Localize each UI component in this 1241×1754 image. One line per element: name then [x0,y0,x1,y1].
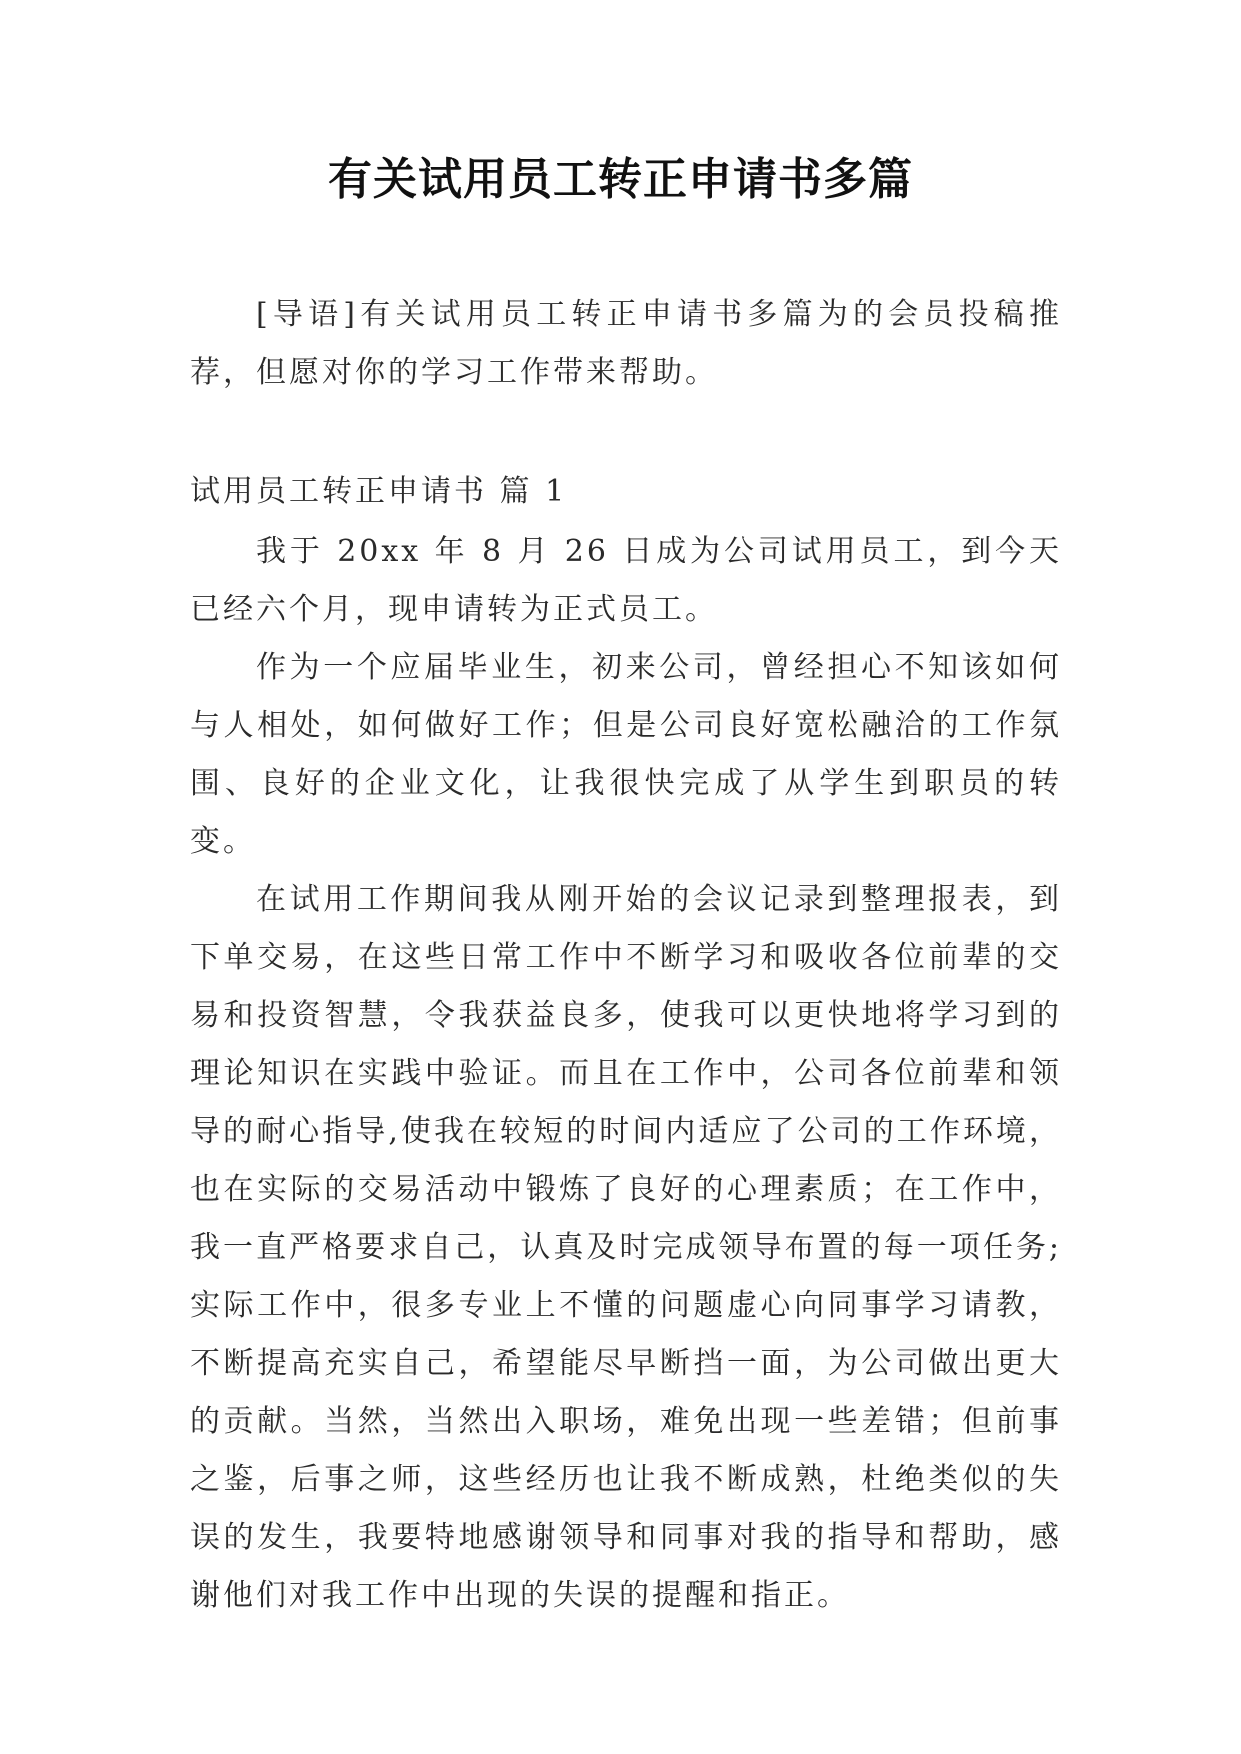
section-body [190,523,1062,1625]
document-title: 有关试用员工转正申请书多篇 [328,154,913,205]
intro-paragraph [190,286,1062,402]
paragraph-1: 我于 20xx 年 8 月 26 日成为公司试用员工，到今天已经六个月，现申请转为正式员工。 [190,534,1062,627]
intro-text: [导语]有关试用员工转正申请书多篇为的会员投稿推荐，但愿对你的学习工作带来帮助。 [190,297,1062,390]
paragraph-3: 在试用工作期间我从刚开始的会议记录到整理报表，到下单交易，在这些日常工作中不断学习和吸收各位前辈的交易和投资智慧，令我获益良多，使我可以更快地将学习到的理论知识在实践中验证。而且在工作中，公司各位前辈和领导的耐心指导,使我在较短的时间内适应了公司的工作环境，也在实际的交易活动中锻炼了良好的心理素质；在工作中，我一直严格要求自己，认真及时完成领导布置的每一项任务;实际工作中，很多专业上不懂的问题虚心向同事学习请教，不断提高充实自己，希望能尽早断挡一面，为公司做出更大的贡献。当然，当然出入职场，难免出现一些差错；但前事之鉴，后事之师，这些经历也让我不断成熟，杜绝类似的失误的发生，我要特地感谢领导和同事对我的指导和帮助，感谢他们对我工作中出现的失误的提醒和指正。 [190,882,1062,1613]
paragraph-2: 作为一个应届毕业生，初来公司，曾经担心不知该如何与人相处，如何做好工作；但是公司良好宽松融洽的工作氛围、良好的企业文化，让我很快完成了从学生到职员的转变。 [190,650,1062,859]
section-heading: 试用员工转正申请书 篇 1 [190,474,568,509]
